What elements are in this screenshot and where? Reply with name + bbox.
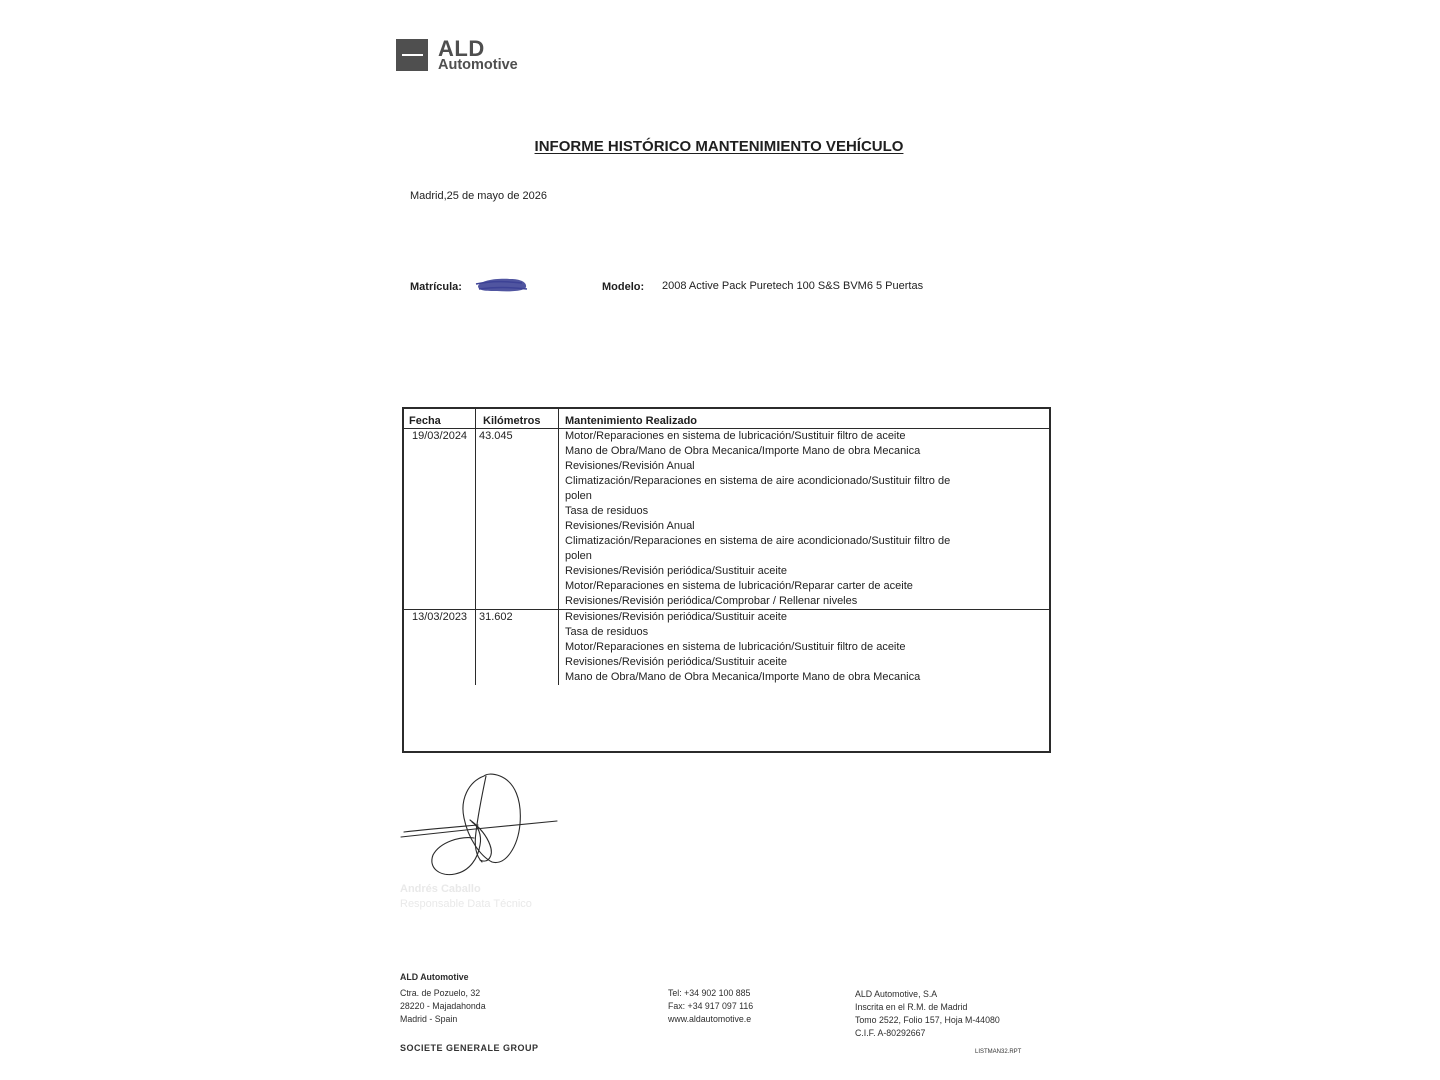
footer-registry-line: Tomo 2522, Folio 157, Hoja M-44080 [855, 1015, 1000, 1025]
work-item: Climatización/Reparaciones en sistema de aire acondicionado/Sustituir filtro de polen [565, 535, 951, 562]
footer-registry-line: Inscrita en el R.M. de Madrid [855, 1002, 968, 1012]
plate-redaction-mark [474, 275, 530, 297]
ald-logo-mark-icon [396, 39, 428, 71]
signatory-name: Andrés Caballo [400, 883, 481, 895]
footer-phone: Tel: +34 902 100 885 [668, 988, 751, 998]
row-work-list [559, 429, 1049, 609]
model-label: Modelo: [602, 281, 645, 293]
work-item: Mano de Obra/Mano de Obra Mecanica/Importe Mano de obra Mecanica [565, 671, 921, 683]
footer-registry [855, 988, 1000, 1040]
work-item: Tasa de residuos [565, 505, 649, 517]
report-title-text: INFORME HISTÓRICO MANTENIMIENTO VEHÍCULO [534, 138, 904, 155]
work-item: Motor/Reparaciones en sistema de lubricación/Sustituir filtro de aceite [565, 641, 906, 653]
table-header-row [404, 409, 1049, 429]
header-km: Kilómetros [476, 409, 559, 428]
plate-label: Matrícula: [410, 281, 462, 293]
footer-website: www.aldautomotive.e [668, 1014, 752, 1024]
footer-contact [668, 987, 753, 1026]
maintenance-table [402, 407, 1051, 753]
footer-fax: Fax: +34 917 097 116 [668, 1001, 754, 1011]
work-item: Motor/Reparaciones en sistema de lubricación/Sustituir filtro de aceite [565, 430, 906, 442]
footer-registry-line: C.I.F. A-80292667 [855, 1028, 926, 1038]
work-item: Revisiones/Revisión periódica/Sustituir aceite [565, 565, 787, 577]
row-km: 31.602 [476, 610, 559, 685]
place-date: Madrid,25 de mayo de 2026 [410, 190, 547, 202]
work-item: Revisiones/Revisión periódica/Sustituir aceite [565, 611, 787, 623]
footer-registry-line: ALD Automotive, S.A [855, 989, 938, 999]
table-row [404, 429, 1049, 610]
report-title [0, 138, 1438, 156]
row-km: 43.045 [476, 429, 559, 609]
footer-company: ALD Automotive [400, 972, 469, 982]
logo-brand: ALD [438, 36, 485, 61]
footer-address-line: 28220 - Majadahonda [400, 1001, 486, 1011]
work-item: Climatización/Reparaciones en sistema de aire acondicionado/Sustituir filtro de polen [565, 475, 951, 502]
signatory-role: Responsable Data Técnico [400, 898, 532, 910]
header-work: Mantenimiento Realizado [565, 415, 698, 427]
footer-address-line: Madrid - Spain [400, 1014, 458, 1024]
model-value: 2008 Active Pack Puretech 100 S&S BVM6 5 Puertas [662, 280, 924, 292]
report-code: LISTMAN32.RPT [975, 1049, 1022, 1055]
work-item: Motor/Reparaciones en sistema de lubricación/Reparar carter de aceite [565, 580, 913, 592]
work-item: Revisiones/Revisión periódica/Sustituir aceite [565, 656, 787, 668]
table-row [404, 610, 1049, 685]
header-date: Fecha [404, 409, 476, 428]
work-item: Tasa de residuos [565, 626, 649, 638]
row-date: 13/03/2023 [404, 610, 476, 685]
handwritten-signature [395, 768, 565, 883]
work-item: Revisiones/Revisión Anual [565, 460, 695, 472]
logo-bar [402, 54, 423, 56]
footer-address-line: Ctra. de Pozuelo, 32 [400, 988, 481, 998]
row-work-list [559, 610, 1049, 685]
row-date: 19/03/2024 [404, 429, 476, 609]
logo-tagline: Automotive [438, 57, 518, 73]
footer-group: SOCIETE GENERALE GROUP [400, 1043, 539, 1053]
work-item: Mano de Obra/Mano de Obra Mecanica/Importe Mano de obra Mecanica [565, 445, 921, 457]
footer-address [400, 987, 486, 1026]
work-item: Revisiones/Revisión periódica/Comprobar / Rellenar niveles [565, 595, 858, 607]
work-item: Revisiones/Revisión Anual [565, 520, 695, 532]
